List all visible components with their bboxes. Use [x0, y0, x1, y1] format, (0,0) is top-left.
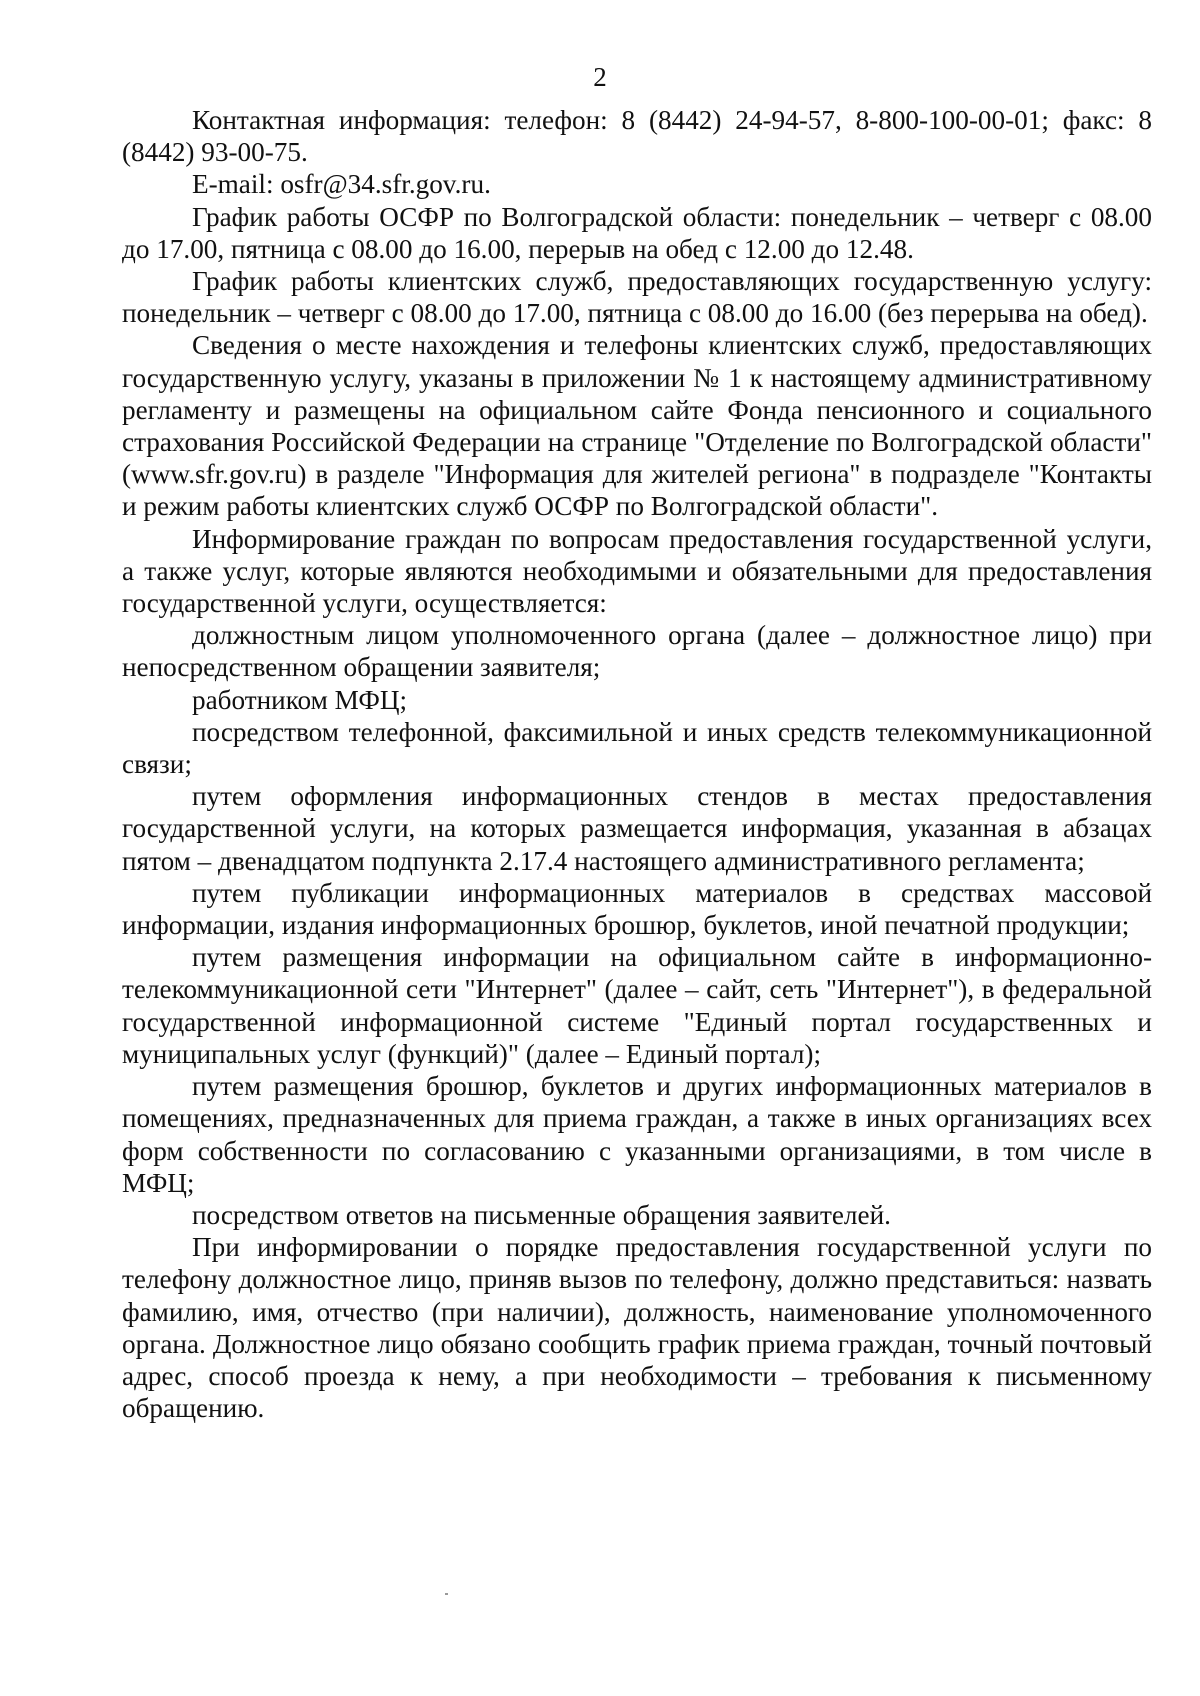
contact-email-paragraph: E-mail: osfr@34.sfr.gov.ru.: [192, 169, 491, 200]
osfr-schedule-paragraph: График работы ОСФР по Волгоградской области: понедельник – четверг с 08.00 до 17.00, пятница с 08.00 до 16.00, перерыв на обед с 12.00 до 12.48.: [122, 201, 1152, 264]
informing-item-brochures: путем размещения брошюр, буклетов и других информационных материалов в помещениях, предназначенных для приема граждан, а также в иных организациях всех форм собственности по согласованию с указанными организациями, в том числе в МФЦ;: [122, 1071, 1152, 1198]
page-number: 2: [593, 62, 607, 92]
informing-item-official: должностным лицом уполномоченного органа (далее – должностное лицо) при непосредственном обращении заявителя;: [122, 620, 1152, 683]
informing-item-media: путем публикации информационных материалов в средствах массовой информации, издания информационных брошюр, буклетов, иной печатной продукции;: [122, 877, 1152, 941]
informing-item-written-replies: посредством ответов на письменные обращения заявителей.: [192, 1199, 891, 1230]
client-services-location-paragraph: Сведения о месте нахождения и телефоны клиентских служб, предоставляющих государственную услугу, указаны в приложении № 1 к настоящему административному регламенту и размещены на официальном сайте Фонда пенсионного и социального страхования Российской Федерации на странице "Отделение по Волгоградской области" (www.sfr.gov.ru) в разделе "Информация для жителей региона" в подразделе "Контакты и режим работы клиентских служб ОСФР по Волгоградской области".: [122, 330, 1152, 522]
informing-item-stands: путем оформления информационных стендов в местах предоставления государственной услуги, на которых размещается информация, указанная в абзацах пятом – двенадцатом подпункта 2.17.4 настоящего административного регламента;: [122, 781, 1152, 876]
client-services-schedule-paragraph: График работы клиентских служб, предоставляющих государственную услугу: понедельник – четверг с 08.00 до 17.00, пятница с 08.00 до 16.00 (без перерыва на обед).: [122, 266, 1152, 329]
informing-item-internet: путем размещения информации на официальном сайте в информационно-телекоммуникационной сети "Интернет" (далее – сайт, сеть "Интернет"), в федеральной государственной информационной системе "Единый портал государственных и муниципальных услуг (функций)" (далее – Единый портал);: [122, 942, 1152, 1069]
informing-intro-paragraph: Информирование граждан по вопросам предоставления государственной услуги, а также услуг, которые являются необходимыми и обязательными для предоставления государственной услуги, осуществляется:: [122, 523, 1152, 619]
informing-item-mfc: работником МФЦ;: [192, 684, 408, 715]
informing-item-telecom: посредством телефонной, факсимильной и иных средств телекоммуникационной связи;: [122, 716, 1152, 780]
scan-speck: [445, 1593, 448, 1595]
document-body: [122, 104, 1152, 1424]
phone-informing-paragraph: При информировании о порядке предоставления государственной услуги по телефону должностное лицо, приняв вызов по телефону, должно представиться: назвать фамилию, имя, отчество (при наличии), должность, наименование уполномоченного органа. Должностное лицо обязано сообщить график приема граждан, точный почтовый адрес, способ проезда к нему, а при необходимости – требования к письменному обращению.: [122, 1232, 1152, 1424]
contact-phone-paragraph: Контактная информация: телефон: 8 (8442) 24-94-57, 8-800-100-00-01; факс: 8 (8442) 93-00-75.: [122, 105, 1152, 168]
